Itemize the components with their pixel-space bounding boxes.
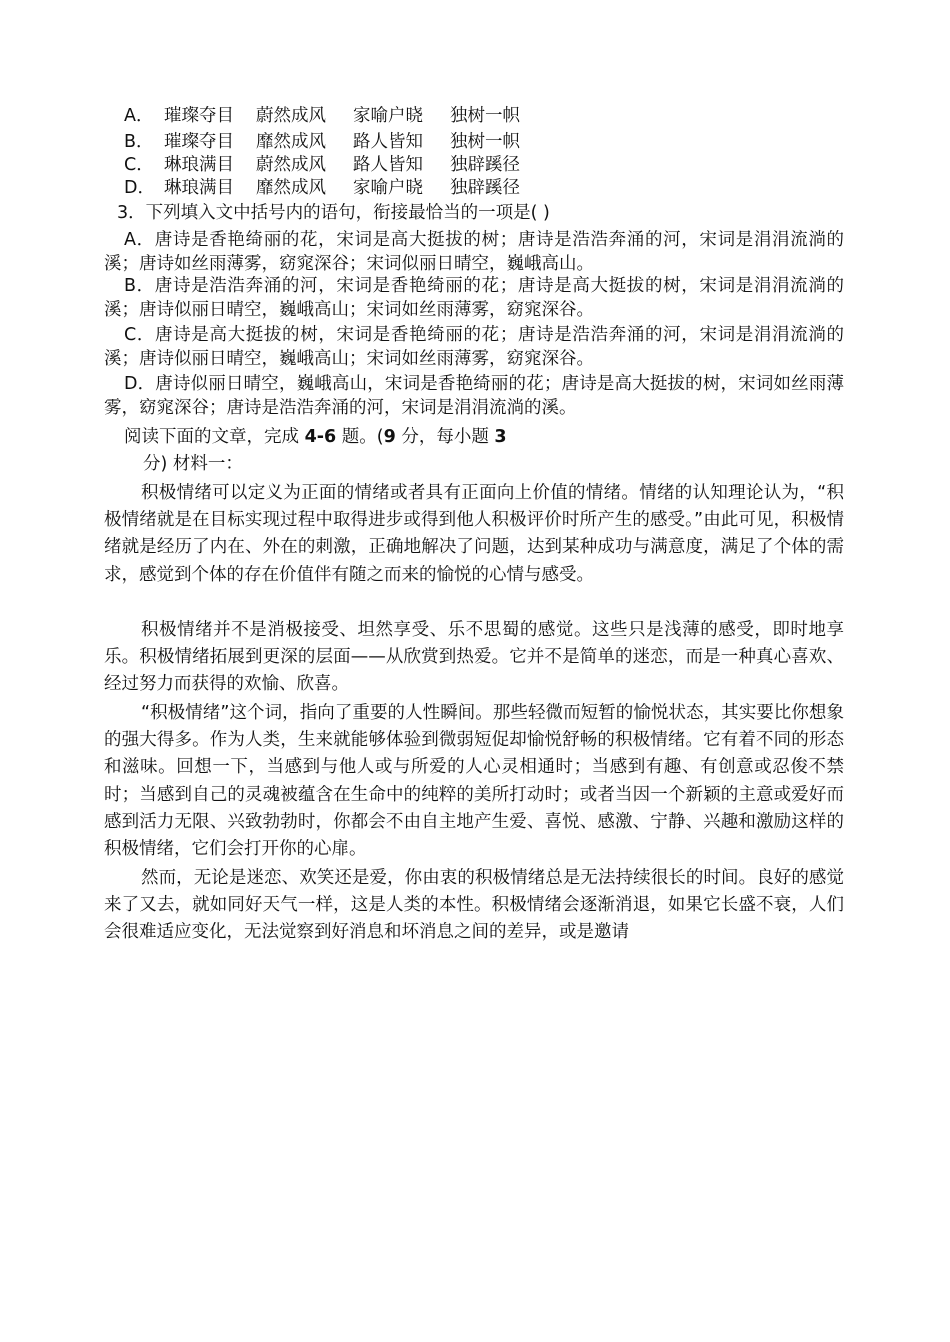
article-paragraph-1: 积极情绪可以定义为正面的情绪或者具有正面向上价值的情绪。情绪的认知理论认为，“积极情绪就是在目标实现过程中取得进步或得到他人积极评价时所产生的感受。”由此可见，积极情绪就是经历了内在、外在的刺激，正确地解决了问题，达到某种成功与满意度，满足了个体的需求，感觉到个体的存在价值伴有随之而来的愉悦的心情与感受。 [104,483,844,585]
option-word: 家喻户晓 [353,178,423,198]
question-3-choice-a: A．唐诗是香艳绮丽的花，宋词是高大挺拔的树；唐诗是浩浩奔涌的河，宋词是涓涓流淌的溪；唐诗如丝雨薄雾，窈窕深谷；宋词似丽日晴空，巍峨高山。 [104,230,844,274]
reading-intro-per-question: 3 [494,427,507,447]
option-label: D． [124,178,155,198]
question-3-choice-d: D．唐诗似丽日晴空，巍峨高山，宋词是香艳绮丽的花；唐诗是高大挺拔的树，宋词如丝雨薄雾，窈窕深谷；唐诗是浩浩奔涌的河，宋词是涓涓流淌的溪。 [104,374,844,418]
reading-intro-text: 分，每小题 [395,427,495,447]
option-word: 琳琅满目 [164,178,234,198]
option-row-a [124,104,520,128]
material-heading: 分) 材料一： [143,454,243,474]
reading-intro-score: 9 [383,427,396,447]
option-label: B． [124,132,154,152]
option-word: 路人皆知 [353,155,423,175]
option-word: 家喻户晓 [353,106,423,126]
option-label: C． [124,155,154,175]
reading-intro [124,425,507,449]
option-word: 蔚然成风 [256,155,326,175]
reading-intro-range: 4-6 [304,427,337,447]
option-word: 靡然成风 [256,178,326,198]
option-row-d [124,176,520,200]
reading-intro-text: 阅读下面的文章，完成 [124,427,305,447]
question-3-stem: 3．下列填入文中括号内的语句，衔接最恰当的一项是( ) [117,203,550,223]
option-word: 靡然成风 [256,132,326,152]
option-word: 蔚然成风 [256,106,326,126]
question-3-choice-c: C．唐诗是高大挺拔的树，宋词是香艳绮丽的花；唐诗是浩浩奔涌的河，宋词是涓涓流淌的溪；唐诗似丽日晴空，巍峨高山；宋词如丝雨薄雾，窈窕深谷。 [104,325,844,369]
option-word: 独辟蹊径 [450,155,520,175]
option-word: 璀璨夺目 [164,132,234,152]
reading-intro-text: 题。( [336,427,384,447]
article-paragraph-4: 然而，无论是迷恋、欢笑还是爱，你由衷的积极情绪总是无法持续很长的时间。良好的感觉来了又去，就如同好天气一样，这是人类的本性。积极情绪会逐渐消退，如果它长盛不衰，人们会很难适应变化，无法觉察到好消息和坏消息之间的差异，或是邀请 [104,868,844,943]
option-row-b [124,130,520,154]
option-word: 琳琅满目 [164,155,234,175]
article-paragraph-3: “积极情绪”这个词，指向了重要的人性瞬间。那些轻微而短暂的愉悦状态，其实要比你想象的强大得多。作为人类，生来就能够体验到微弱短促却愉悦舒畅的积极情绪。它有着不同的形态和滋味。回想一下，当感到与他人或与所爱的人心灵相通时；当感到有趣、有创意或忍俊不禁时；当感到自己的灵魂被蕴含在生命中的纯粹的美所打动时；或者当因一个新颖的主意或爱好而感到活力无限、兴致勃勃时，你都会不由自主地产生爱、喜悦、感激、宁静、兴趣和激励这样的积极情绪，它们会打开你的心扉。 [104,703,844,860]
option-word: 路人皆知 [353,132,423,152]
option-word: 璀璨夺目 [164,106,234,126]
article-paragraph-2: 积极情绪并不是消极接受、坦然享受、乐不思蜀的感觉。这些只是浅薄的感受，即时地享乐。积极情绪拓展到更深的层面——从欣赏到热爱。它并不是简单的迷恋，而是一种真心喜欢、经过努力而获得的欢愉、欣喜。 [104,620,844,695]
option-word: 独树一帜 [450,106,520,126]
option-word: 独辟蹊径 [450,178,520,198]
option-label: A． [124,106,154,126]
option-word: 独树一帜 [450,132,520,152]
option-row-c [124,153,520,177]
question-3-choice-b: B．唐诗是浩浩奔涌的河，宋词是香艳绮丽的花；唐诗是高大挺拔的树，宋词是涓涓流淌的溪；唐诗似丽日晴空，巍峨高山；宋词如丝雨薄雾，窈窕深谷。 [104,276,844,320]
